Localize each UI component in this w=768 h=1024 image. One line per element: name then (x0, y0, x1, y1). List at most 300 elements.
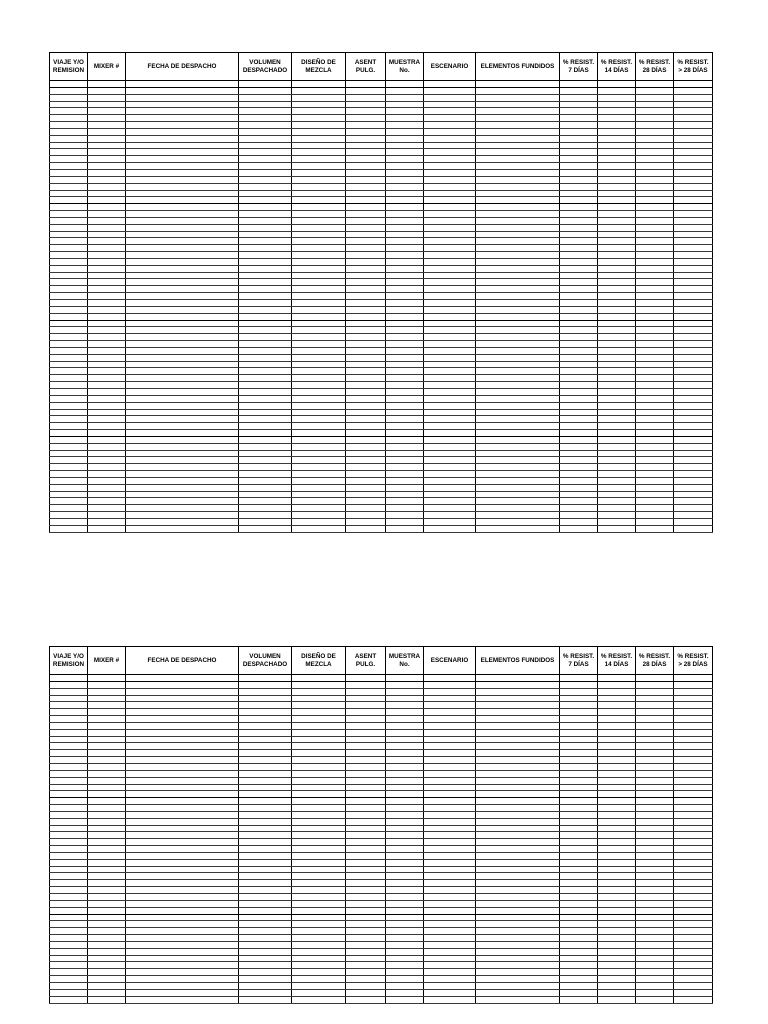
table-cell (636, 681, 674, 688)
table-cell (50, 430, 88, 437)
table-cell (126, 300, 239, 307)
table-cell (476, 477, 560, 484)
table-cell (560, 306, 598, 313)
table-cell (560, 914, 598, 921)
table-cell (292, 128, 346, 135)
table-row (50, 887, 713, 894)
table-cell (424, 519, 476, 526)
table-cell (239, 382, 292, 389)
table-cell (346, 361, 386, 368)
table-cell (598, 416, 636, 423)
table-cell (50, 722, 88, 729)
table-cell (674, 866, 713, 873)
table-row (50, 368, 713, 375)
table-cell (292, 231, 346, 238)
table-cell (424, 224, 476, 231)
table-cell (88, 702, 126, 709)
table-row (50, 852, 713, 859)
table-cell (386, 293, 424, 300)
table-cell (126, 866, 239, 873)
table-cell (126, 996, 239, 1003)
table-cell (126, 457, 239, 464)
table-cell (386, 258, 424, 265)
table-cell (424, 197, 476, 204)
table-cell (598, 149, 636, 156)
table-cell (292, 982, 346, 989)
table-cell (292, 115, 346, 122)
table-cell (346, 224, 386, 231)
table-cell (636, 948, 674, 955)
table-cell (386, 784, 424, 791)
table-cell (292, 976, 346, 983)
table-cell (560, 777, 598, 784)
table-cell (386, 763, 424, 770)
table-cell (598, 347, 636, 354)
table-cell (636, 750, 674, 757)
table-cell (292, 327, 346, 334)
table-cell (386, 286, 424, 293)
table-cell (346, 375, 386, 382)
table-cell (346, 163, 386, 170)
table-cell (560, 293, 598, 300)
table-cell (346, 279, 386, 286)
table-cell (636, 866, 674, 873)
table-cell (50, 224, 88, 231)
table-cell (386, 907, 424, 914)
table-cell (560, 996, 598, 1003)
table-cell (386, 805, 424, 812)
table-cell (598, 962, 636, 969)
table-cell (50, 784, 88, 791)
table-cell (292, 770, 346, 777)
table-cell (598, 996, 636, 1003)
table-cell (636, 436, 674, 443)
table-row (50, 300, 713, 307)
table-cell (50, 750, 88, 757)
table-cell (560, 484, 598, 491)
table-cell (386, 238, 424, 245)
table-cell (560, 142, 598, 149)
table-cell (346, 805, 386, 812)
table-cell (346, 484, 386, 491)
table-cell (126, 101, 239, 108)
table-cell (292, 757, 346, 764)
table-row (50, 361, 713, 368)
table-cell (598, 702, 636, 709)
col-header-diseno-mezcla: DISEÑO DE MEZCLA (292, 647, 346, 675)
table-cell (88, 423, 126, 430)
table-cell (598, 525, 636, 532)
table-cell (560, 354, 598, 361)
table-cell (598, 128, 636, 135)
table-row (50, 989, 713, 996)
table-cell (126, 798, 239, 805)
table-row (50, 354, 713, 361)
table-cell (50, 375, 88, 382)
table-cell (386, 108, 424, 115)
table-row (50, 457, 713, 464)
table-cell (239, 887, 292, 894)
table-cell (50, 334, 88, 341)
table-cell (636, 525, 674, 532)
table-cell (636, 935, 674, 942)
table-row (50, 866, 713, 873)
table-cell (88, 900, 126, 907)
table-cell (239, 777, 292, 784)
table-cell (239, 217, 292, 224)
table-row (50, 464, 713, 471)
table-cell (239, 176, 292, 183)
table-cell (598, 736, 636, 743)
table-cell (636, 443, 674, 450)
table-cell (239, 859, 292, 866)
table-cell (292, 300, 346, 307)
table-cell (560, 941, 598, 948)
table-cell (239, 880, 292, 887)
table-cell (126, 163, 239, 170)
table-cell (239, 716, 292, 723)
table-cell (239, 457, 292, 464)
table-cell (598, 887, 636, 894)
table-cell (560, 887, 598, 894)
table-cell (239, 395, 292, 402)
table-cell (636, 156, 674, 163)
table-cell (50, 149, 88, 156)
table-row (50, 149, 713, 156)
table-cell (126, 354, 239, 361)
col-header-elementos-fundidos: ELEMENTOS FUNDIDOS (476, 647, 560, 675)
table-cell (386, 709, 424, 716)
table-cell (674, 681, 713, 688)
table-cell (386, 681, 424, 688)
table-cell (424, 729, 476, 736)
table-cell (346, 334, 386, 341)
table-cell (476, 976, 560, 983)
table-cell (346, 928, 386, 935)
table-cell (239, 825, 292, 832)
table-cell (126, 805, 239, 812)
table-cell (50, 914, 88, 921)
table-cell (476, 135, 560, 142)
table-cell (239, 675, 292, 682)
table-cell (476, 436, 560, 443)
table-cell (560, 491, 598, 498)
table-cell (346, 81, 386, 88)
table-cell (598, 709, 636, 716)
table-cell (386, 176, 424, 183)
table-cell (598, 729, 636, 736)
table-cell (239, 955, 292, 962)
table-cell (636, 955, 674, 962)
table-cell (50, 681, 88, 688)
table-cell (386, 962, 424, 969)
table-cell (424, 231, 476, 238)
table-cell (636, 716, 674, 723)
table-cell (560, 736, 598, 743)
table-row (50, 163, 713, 170)
table-cell (292, 702, 346, 709)
table-cell (560, 900, 598, 907)
table-row (50, 681, 713, 688)
table-cell (346, 115, 386, 122)
table-cell (126, 224, 239, 231)
table-cell (239, 709, 292, 716)
table-cell (88, 101, 126, 108)
table-row (50, 880, 713, 887)
table-cell (636, 709, 674, 716)
table-cell (239, 293, 292, 300)
table-cell (598, 183, 636, 190)
table-cell (598, 675, 636, 682)
table-cell (88, 354, 126, 361)
table-row (50, 976, 713, 983)
table-cell (636, 293, 674, 300)
table-cell (126, 108, 239, 115)
table-cell (50, 265, 88, 272)
table-cell (292, 887, 346, 894)
table-cell (126, 681, 239, 688)
table-cell (636, 818, 674, 825)
table-cell (292, 382, 346, 389)
table-row (50, 293, 713, 300)
table-cell (88, 976, 126, 983)
table-cell (239, 402, 292, 409)
table-cell (50, 818, 88, 825)
table-cell (126, 736, 239, 743)
table-cell (476, 163, 560, 170)
table-cell (126, 709, 239, 716)
table-cell (424, 354, 476, 361)
table-cell (292, 224, 346, 231)
table-cell (346, 681, 386, 688)
table-cell (598, 156, 636, 163)
table-cell (346, 135, 386, 142)
table-cell (598, 681, 636, 688)
table-cell (674, 948, 713, 955)
table-cell (346, 887, 386, 894)
table-cell (346, 382, 386, 389)
table-cell (50, 880, 88, 887)
table-cell (636, 900, 674, 907)
table-cell (598, 818, 636, 825)
table-cell (476, 169, 560, 176)
table-cell (476, 87, 560, 94)
table-cell (292, 955, 346, 962)
table-cell (560, 688, 598, 695)
table-cell (386, 375, 424, 382)
table-row (50, 211, 713, 218)
table-cell (386, 142, 424, 149)
table-row (50, 443, 713, 450)
table-cell (126, 770, 239, 777)
table-row (50, 846, 713, 853)
table-cell (386, 818, 424, 825)
table-cell (386, 300, 424, 307)
table-cell (598, 423, 636, 430)
table-cell (424, 484, 476, 491)
table-cell (598, 231, 636, 238)
table-cell (476, 156, 560, 163)
table-cell (239, 784, 292, 791)
table-cell (239, 265, 292, 272)
table-cell (560, 839, 598, 846)
table-cell (598, 948, 636, 955)
table-cell (598, 142, 636, 149)
table-row (50, 238, 713, 245)
table-cell (386, 252, 424, 259)
table-cell (126, 388, 239, 395)
col-header-mixer: MIXER # (88, 53, 126, 81)
table-cell (598, 464, 636, 471)
table-cell (386, 702, 424, 709)
table-cell (674, 736, 713, 743)
table-cell (560, 675, 598, 682)
table-cell (239, 763, 292, 770)
table-cell (239, 286, 292, 293)
table-row (50, 702, 713, 709)
table-cell (239, 505, 292, 512)
table-cell (386, 231, 424, 238)
table-cell (239, 341, 292, 348)
table-cell (126, 252, 239, 259)
table-row (50, 416, 713, 423)
table-cell (346, 955, 386, 962)
table-cell (292, 416, 346, 423)
table-cell (50, 122, 88, 129)
table-cell (88, 293, 126, 300)
table-cell (292, 839, 346, 846)
table-cell (476, 894, 560, 901)
table-cell (88, 361, 126, 368)
table-cell (560, 231, 598, 238)
table-cell (126, 777, 239, 784)
table-cell (292, 176, 346, 183)
table-cell (598, 777, 636, 784)
table-cell (50, 935, 88, 942)
table-cell (346, 907, 386, 914)
table-cell (636, 887, 674, 894)
table-cell (424, 722, 476, 729)
table-cell (598, 300, 636, 307)
table-cell (126, 935, 239, 942)
table-cell (424, 293, 476, 300)
table-cell (292, 149, 346, 156)
table-cell (476, 982, 560, 989)
table-cell (674, 258, 713, 265)
table-cell (386, 402, 424, 409)
table-cell (88, 190, 126, 197)
table-cell (636, 81, 674, 88)
col-header-asent-pulg: ASENT PULG. (346, 53, 386, 81)
table-cell (346, 204, 386, 211)
table-cell (50, 736, 88, 743)
table-cell (386, 484, 424, 491)
table-cell (424, 87, 476, 94)
table-cell (346, 505, 386, 512)
table-cell (292, 688, 346, 695)
table-cell (598, 471, 636, 478)
table-row (50, 811, 713, 818)
table-cell (636, 252, 674, 259)
table-row (50, 512, 713, 519)
table-cell (126, 757, 239, 764)
table-cell (88, 169, 126, 176)
table-cell (386, 217, 424, 224)
table-cell (239, 832, 292, 839)
table-cell (598, 770, 636, 777)
table-cell (239, 190, 292, 197)
table-cell (674, 859, 713, 866)
table-cell (50, 688, 88, 695)
table-cell (598, 409, 636, 416)
table-cell (674, 477, 713, 484)
table-cell (50, 982, 88, 989)
table-cell (88, 450, 126, 457)
table-cell (674, 395, 713, 402)
table-cell (88, 880, 126, 887)
table-cell (239, 375, 292, 382)
table-cell (476, 681, 560, 688)
table-cell (50, 471, 88, 478)
table-cell (424, 190, 476, 197)
table-cell (88, 477, 126, 484)
table-cell (126, 873, 239, 880)
table-cell (476, 320, 560, 327)
table-cell (476, 190, 560, 197)
table-cell (50, 361, 88, 368)
table-cell (674, 409, 713, 416)
table-cell (88, 443, 126, 450)
table-cell (239, 512, 292, 519)
table-cell (239, 169, 292, 176)
table-cell (674, 464, 713, 471)
table-cell (346, 832, 386, 839)
table-cell (674, 361, 713, 368)
table-cell (346, 716, 386, 723)
table-cell (674, 982, 713, 989)
table-cell (292, 859, 346, 866)
table-cell (674, 238, 713, 245)
table-cell (50, 423, 88, 430)
table-cell (386, 347, 424, 354)
table-cell (674, 368, 713, 375)
table-cell (636, 108, 674, 115)
table-cell (126, 477, 239, 484)
table-cell (386, 211, 424, 218)
table-cell (239, 327, 292, 334)
table-cell (636, 798, 674, 805)
table-row (50, 859, 713, 866)
table-cell (292, 914, 346, 921)
table-cell (636, 300, 674, 307)
table-cell (50, 197, 88, 204)
table-row (50, 722, 713, 729)
table-cell (292, 935, 346, 942)
table-cell (674, 989, 713, 996)
table-cell (292, 736, 346, 743)
table-cell (88, 811, 126, 818)
table-cell (560, 852, 598, 859)
table-cell (50, 395, 88, 402)
table-cell (598, 880, 636, 887)
table-cell (386, 852, 424, 859)
table-cell (424, 777, 476, 784)
table-cell (560, 784, 598, 791)
table-cell (598, 750, 636, 757)
table-cell (292, 962, 346, 969)
table-cell (292, 873, 346, 880)
table-cell (674, 777, 713, 784)
